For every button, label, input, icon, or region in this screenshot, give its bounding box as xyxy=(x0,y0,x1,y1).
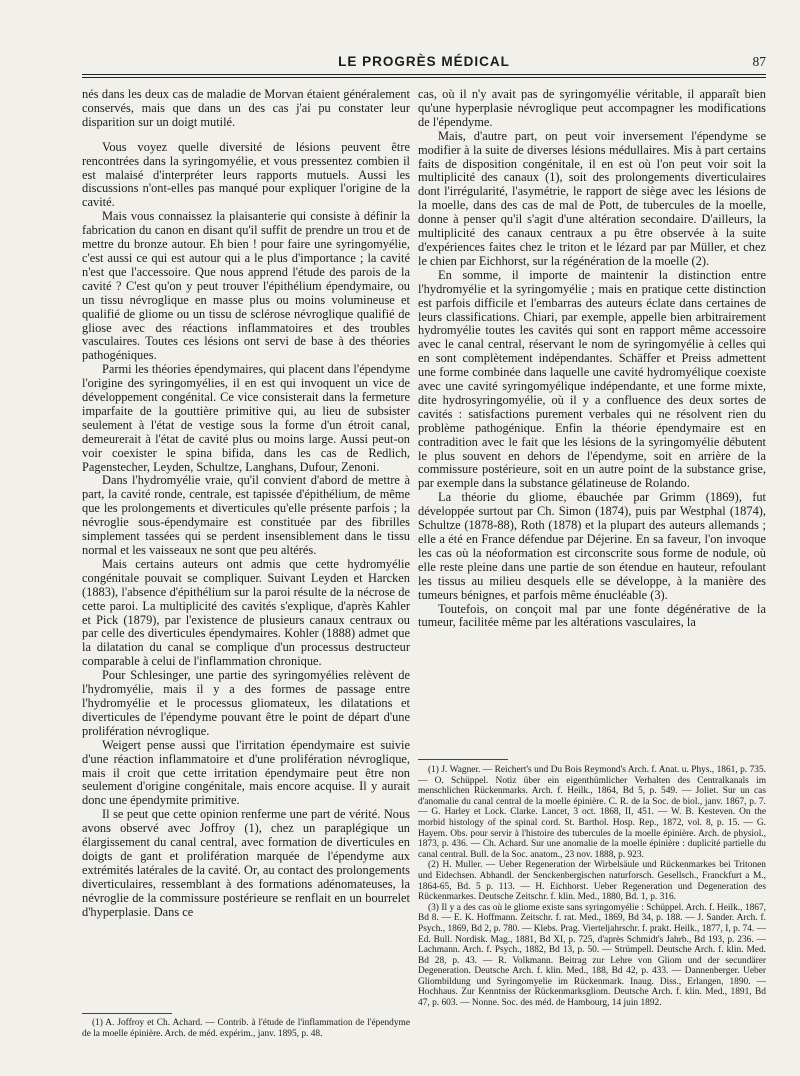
paragraph: nés dans les deux cas de maladie de Morvan étaient généralement conservés, mais que dans un des cas j'ai pu constater leur disparition sur un doigt mutilé. xyxy=(82,87,410,129)
paragraph: Weigert pense aussi que l'irritation épendymaire est suivie d'une réaction inflammatoire et d'une prolifération névroglique, mais il croit que cette irritation épendymaire peut être non seulement d'origine congénitale, mais encore acquise. Il y aurait donc une épendymite primitive. xyxy=(82,737,410,808)
header-rule-top xyxy=(82,74,766,75)
paragraph: En somme, il importe de maintenir la distinction entre l'hydromyélie et la syringomyélie ; mais en pratique cette distinction est parfois difficile et l'embarras des auteurs éclate dans certaines de leurs classifications. Chiari, par exemple, appelle bien arbitrairement hydromyélie toutes les cavités qui sont en rapport même accessoire avec le canal central, réservant le nom de syringomyélie à celles qui en sont complètement indépendantes. Schäffer et Preiss admettent une forme combinée dans laquelle une cavité hydromyélique coexiste avec une cavité syringomyélique indépendante, et une forme mixte, dite hydrosyringomyélie, où il y a confluence des deux sortes de cavités : satisfactions purement verbales qui ne résolvent rien du problème pathogénique. Enfin la théorie épendymaire est en contradition avec le fait que les lésions de la syringomyélie débutent le plus souvent en dehors de l'épendyme, soit en arrière de la commissure postérieure, soit en un autre point de la substance grise, par exemple dans la substance gélatineuse de Rolando. xyxy=(418,267,766,491)
footnote: (1) A. Joffroy et Ch. Achard. — Contrib. à l'étude de l'inflammation de l'épendyme de la moelle épinière. Arch. de méd. expérim., janv. 1895, p. 48. xyxy=(82,1018,410,1039)
paragraph: La théorie du gliome, ébauchée par Grimm (1869), fut développée surtout par Ch. Simon (1874), puis par Westphal (1874), Schultze (1878-88), Roth (1878) et la plupart des auteurs allemands ; elle a été en France défendue par Déjerine. En sa faveur, l'on invoque les cas où la néoformation est circonscrite sous forme de nodule, où elle reste pleine dans une partie de son étendue en hauteur, refoulant les tissus au milieu desquels elle se développe, à la manière des tumeurs bénignes, et parfois même énucléable (3). xyxy=(418,490,766,602)
footnote-separator xyxy=(418,759,508,760)
paragraph: Dans l'hydromyélie vraie, qu'il convient d'abord de mettre à part, la cavité ronde, centrale, est tapissée d'épithélium, de même que les prolongements et diverticules qu'elle présente parfois ; la névroglie sous-épendymaire est constituée par des fibrilles simplement tassées qui se perdent insensiblement dans le tissu normal et les vaisseaux ne sont que peu altérés. xyxy=(82,473,410,557)
paragraph: Pour Schlesinger, une partie des syringomyélies relèvent de l'hydromyélie, mais il y a des formes de passage entre l'hydromyélie et le processus gliomateux, les dilatations et diverticules de l'épendyme pouvant être le point de départ d'une prolifération névroglique. xyxy=(82,668,410,738)
right-column xyxy=(418,88,766,630)
footnote: (3) Il y a des cas où le gliome existe sans syringomyélie : Schüppel. Arch. f. Heilk., 1867, Bd 8. — E. K. Hoffmann. Zeitschr. f. rat. Med., 1869, Bd 34, p. 188. — J. Sander. Arch. f. Psych., 1869, Bd 2, p. 780. — Klebs. Prag. Vierteljahrschr. f. prakt. Heilk., 1877, I, p. 74. — Ed. Bull. Nordisk. Mag., 1881, Bd XI, p. 725, d'après Schmidt's Jahrb., Bd 193, p. 236. — Lachmann. Arch. f. Psych., 1882, Bd 13, p. 50. — Strümpell. Deutsche Arch. f. klin. Med. Bd 28, p. 43. — R. Volkmann. Beitrag zur Lehre von Gliom und der secundärer Degeneration. Deutsche Arch. f. klin. Med., 188, Bd 42, p. 433. — Dannenberger. Ueber Gliombildung und Syringomyelie im Rückenmark. Inaug. Diss., Erlangen, 1890. — Hochhaus. Zur Kenntniss der Rückenmarksgliom. Deutsche Arch. f. klin. Med., 1891, Bd 47, p. 603. — Nonne. Soc. des méd. de Hambourg, 14 juin 1892. xyxy=(418,902,766,1009)
running-header xyxy=(82,54,766,76)
paragraph: Toutefois, on conçoit mal par une fonte dégénérative de la tumeur, facilitée même par les altérations vasculaires, la xyxy=(418,601,766,630)
footnote-separator xyxy=(82,1013,172,1014)
footnote: (2) H. Muller. — Ueber Regeneration der Wirbelsäule und Rückenmarkes bei Tritonen und Eidechsen. Abhandl. der Senckenbergischen naturforsch. Gesellsch., Franckfurt a M., 1864-65, Bd. 5 p. 113. — H. Eichhorst. Ueber Regeneration und Degeneration des Rückenmarkes. Deutsche Zeitschr. f. klin. Med., 1880, Bd. 1, p. 316. xyxy=(418,860,766,903)
paragraph: cas, où il n'y avait pas de syringomyélie véritable, il apparaît bien qu'une hyperplasie névroglique peut accompagner les modifications de l'épendyme. xyxy=(418,87,766,129)
left-footnotes xyxy=(82,1018,410,1039)
paragraph: Il se peut que cette opinion renferme une part de vérité. Nous avons observé avec Joffroy (1), chez un paraplégique un élargissement du canal central, avec formation de diverticules en doigts de gant et prolifération marquée de l'épendyme aux extrémités latérales de la cavité. Or, au contact des prolongements diverticulaires, ressemblant à des formations adénomateuses, la névroglie de la commissure postérieure se renflait en un bourrelet d'hyperplasie. Dans ce xyxy=(82,807,410,919)
right-footnotes xyxy=(418,765,766,1009)
paragraph: Mais vous connaissez la plaisanterie qui consiste à définir la fabrication du canon en disant qu'il suffit de prendre un trou et de mettre du bronze autour. Eh bien ! pour faire une syringomyélie, c'est aussi ce qui est autour qui a le plus d'importance ; la cavité n'est que l'accessoire. Que nous apprend l'étude des parois de la cavité ? C'est qu'on y peut trouver l'épithélium épendymaire, ou un tissu névroglique en masse plus ou moins volumineuse et qualifié de gliome ou un tissu de sclérose névroglique qualifié de gliose avec des réactions inflammatoires et des troubles vasculaires. Toutes ces lésions ont servi de base à des théories pathogéniques. xyxy=(82,209,410,363)
page-number: 87 xyxy=(752,54,766,69)
left-column xyxy=(82,88,410,919)
paragraph: Mais certains auteurs ont admis que cette hydromyélie congénitale pouvait se compliquer. Suivant Leyden et Harcken (1883), l'absence d'épithélium sur la paroi résulte de la nécrose de cette paroi. La multiplicité des cavités s'explique, d'après Kahler et Pick (1879), par l'existence de plusieurs canaux centraux ou par celle des diverticules épendymaires. Kohler (1888) admet que la dilatation du canal se complique d'un processus destructeur comparable à celui de l'inflammation chronique. xyxy=(82,556,410,669)
footnote: (1) J. Wagner. — Reichert's und Du Bois Reymond's Arch. f. Anat. u. Phys., 1861, p. 735. — O. Schüppel. Notiz über ein eigenthümlicher Verhalten des Centralkanals im menschlichen Rückenmarks. Arch. f. Heilk., 1864, Bd 5, p. 549. — Joliet. Sur un cas d'anomalie du canal central de la moelle épinière. C. R. de la Soc. de biol., janv. 1867, p. 7. — G. Harley et Lock. Clarke. Lancet, 3 oct. 1868, II, 451. — W. B. Kesteven. On the morbid histology of the spinal cord. St. Barthol. Hosp. Rep., 1872, vol. 8, p. 15. — G. Hayem. Obs. pour servir à l'histoire des tubercules de la moelle épinière. Arch. de physiol., 1873, p. 436. — Ch. Achard. Sur une anomalie de la moelle épinière : duplicité partielle du canal central. Bull. de la Soc. anatom., 23 nov. 1888, p. 923. xyxy=(418,765,766,860)
paragraph: Mais, d'autre part, on peut voir inversement l'épendyme se modifier à la suite de diverses lésions médullaires. Mis à part certains faits de disposition congénitale, il en est où l'on peut voir soit la multiplicité des canaux (1), soit des prolongements diverticulaires dont l'irrégularité, l'asymétrie, le rapport de siège avec les lésions de la moelle, dans des cas de mal de Pott, de tubercules de la moelle, donne à penser qu'il s'agit d'une altération secondaire. D'ailleurs, la multiplicité des canaux centraux a pu être observée à la suite d'expériences faites chez le triton et le lézard par par Müller, et chez le chien par Eichhorst, sur la régénération de la moelle (2). xyxy=(418,128,766,268)
header-rule-bottom xyxy=(82,77,766,78)
journal-title: LE PROGRÈS MÉDICAL xyxy=(338,54,510,69)
paragraph: Vous voyez quelle diversité de lésions peuvent être rencontrées dans la syringomyélie, et vous pressentez combien il est malaisé d'interpréter leurs rapports mutuels. Aussi les discussions n'ont-elles pas manqué pour expliquer l'origine de la cavité. xyxy=(82,139,410,210)
paragraph: Parmi les théories épendymaires, qui placent dans l'épendyme l'origine des syringomyélies, il en est qui invoquent un vice de développement congénital. Ce vice consisterait dans la fermeture imparfaite de la gouttière primitive qui, au lieu de subsister seulement à l'état de vestige sous la forme d'un étroit canal, demeurerait à l'état de cavité plus ou moins large. Aussi peut-on voir coexister le spina bifida, dans les cas de Redlich, Pagenstecher, Leyden, Schultze, Langhans, Dufour, Zenoni. xyxy=(82,362,410,474)
